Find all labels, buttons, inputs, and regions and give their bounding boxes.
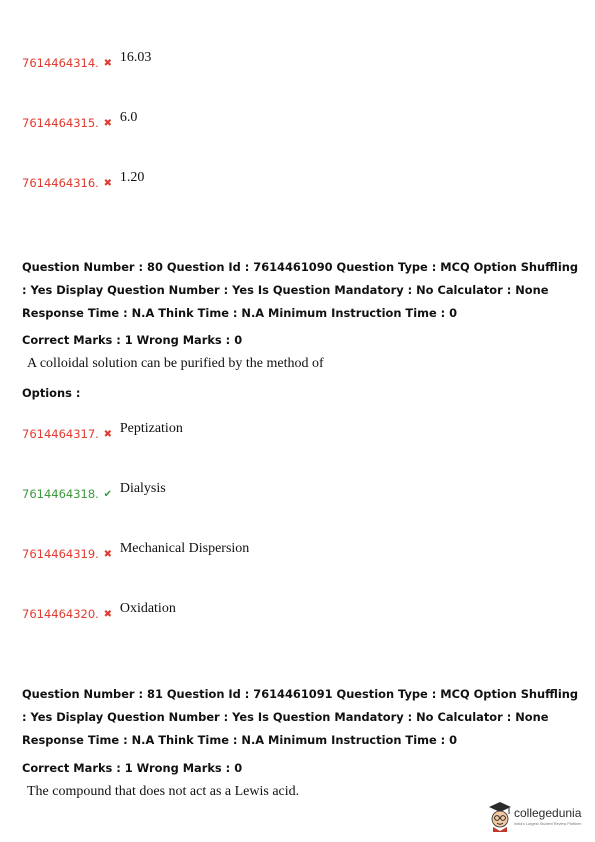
cross-icon: ✖ bbox=[103, 58, 113, 69]
option-id: 7614464316. bbox=[22, 176, 99, 190]
option-row bbox=[22, 601, 176, 623]
option-id: 7614464315. bbox=[22, 116, 99, 130]
option-text: 16.03 bbox=[119, 50, 152, 65]
option-text: 1.20 bbox=[119, 170, 145, 185]
collegedunia-logo bbox=[487, 800, 591, 832]
logo-tagline: India's Largest Student Review Platform bbox=[514, 822, 582, 826]
option-row-correct bbox=[22, 481, 166, 503]
mascot-icon bbox=[487, 800, 513, 832]
cross-icon: ✖ bbox=[103, 118, 113, 129]
check-icon: ✔ bbox=[103, 489, 113, 500]
logo-brand-text: collegedunia bbox=[514, 806, 582, 820]
cross-icon: ✖ bbox=[103, 549, 113, 560]
question-text: The compound that does not act as a Lewis acid. bbox=[27, 784, 300, 799]
option-row bbox=[22, 421, 183, 443]
option-id: 7614464317. bbox=[22, 427, 99, 441]
option-text: 6.0 bbox=[119, 110, 138, 125]
option-row bbox=[22, 110, 138, 132]
option-text: Peptization bbox=[119, 421, 183, 436]
option-row bbox=[22, 50, 152, 72]
option-row bbox=[22, 170, 145, 192]
option-text: Dialysis bbox=[119, 481, 166, 496]
marks-info: Correct Marks : 1 Wrong Marks : 0 bbox=[22, 761, 243, 775]
question-header: Question Number : 81 Question Id : 7614461091 Question Type : MCQ Option Shuffling : Yes Display Question Number : Yes Is Question Mandatory : No Calculator : None Response Time : N.A Think Time : N.A Minimum Instruction Time : 0 bbox=[22, 687, 578, 747]
question-text: A colloidal solution can be purified by the method of bbox=[27, 356, 324, 371]
options-label: Options : bbox=[22, 386, 81, 400]
cross-icon: ✖ bbox=[103, 178, 113, 189]
cross-icon: ✖ bbox=[103, 609, 113, 620]
option-id: 7614464319. bbox=[22, 547, 99, 561]
option-id: 7614464320. bbox=[22, 607, 99, 621]
option-text: Mechanical Dispersion bbox=[119, 541, 250, 556]
option-row bbox=[22, 541, 250, 563]
option-text: Oxidation bbox=[119, 601, 176, 616]
question-header: Question Number : 80 Question Id : 7614461090 Question Type : MCQ Option Shuffling : Yes Display Question Number : Yes Is Question Mandatory : No Calculator : None Response Time : N.A Think Time : N.A Minimum Instruction Time : 0 bbox=[22, 260, 578, 320]
cross-icon: ✖ bbox=[103, 429, 113, 440]
option-id: 7614464314. bbox=[22, 56, 99, 70]
marks-info: Correct Marks : 1 Wrong Marks : 0 bbox=[22, 333, 243, 347]
option-id: 7614464318. bbox=[22, 487, 99, 501]
